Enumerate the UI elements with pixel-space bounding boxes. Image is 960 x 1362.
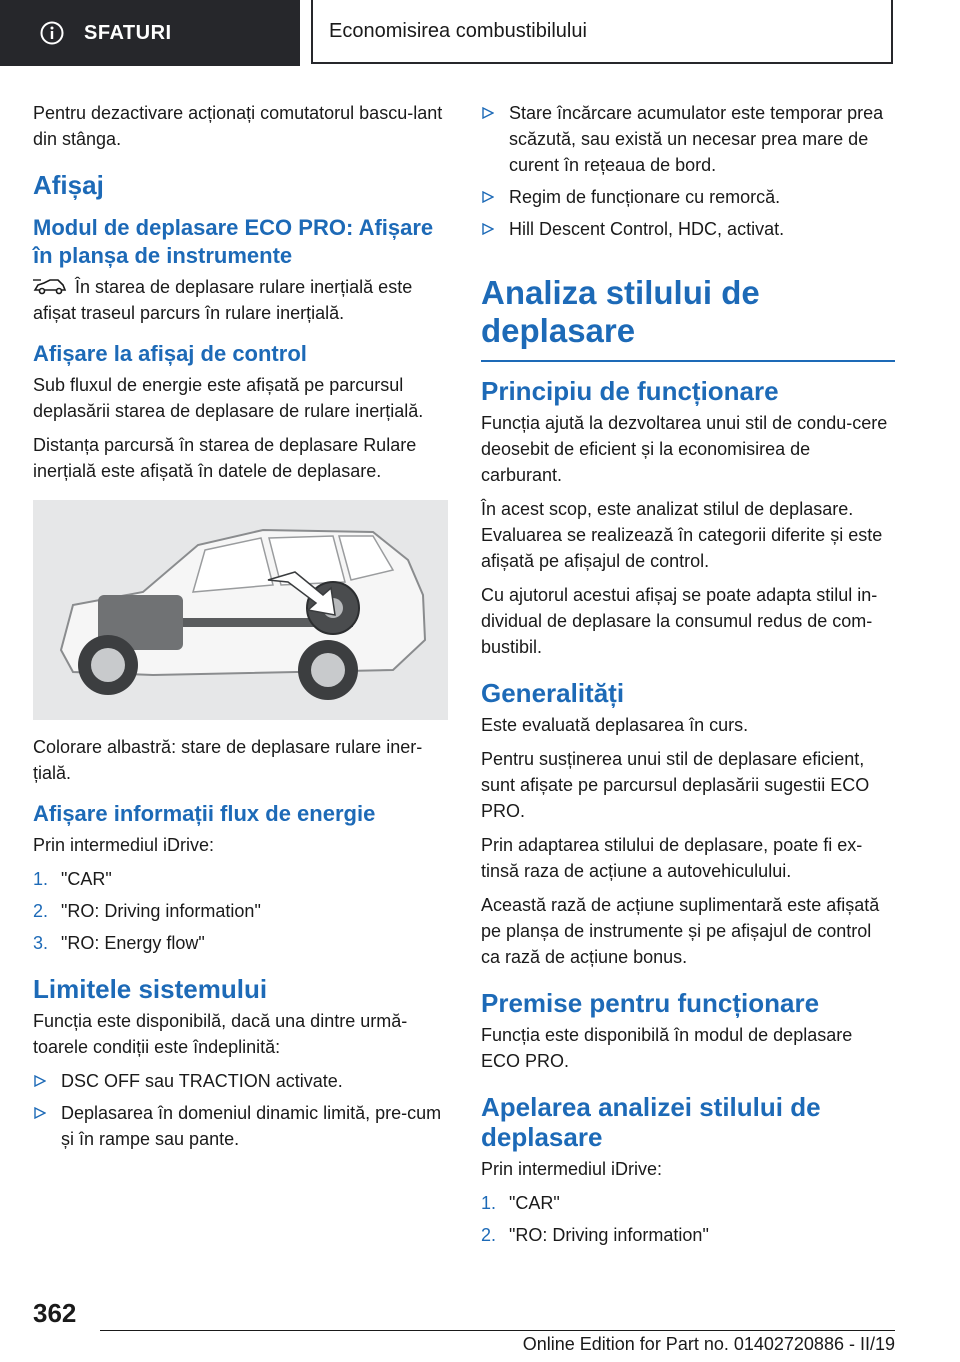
list-item: Regim de funcționare cu remorcă. xyxy=(481,184,895,210)
section-tab xyxy=(0,0,300,66)
page-number: 362 xyxy=(33,1298,77,1328)
apelarea-paragraph: Prin intermediul iDrive: xyxy=(481,1159,663,1179)
triangle-bullet-icon xyxy=(34,1100,46,1126)
chapter-title: Economisirea combustibilului xyxy=(311,0,893,64)
heading-generalitati: Generalități xyxy=(481,678,625,708)
section-label: SFATURI xyxy=(84,21,172,44)
coasting-car-icon xyxy=(33,277,67,295)
general-paragraph-4: Această rază de acțiune suplimentară este afișată pe planșa de instrumente și pe afișajul de control ca rază de acțiune bonus. xyxy=(481,895,880,967)
list-item: DSC OFF sau TRACTION activate. xyxy=(33,1068,448,1094)
triangle-bullet-icon xyxy=(482,216,494,242)
limit-conditions-list-continued xyxy=(481,100,895,242)
general-paragraph-1: Este evaluată deplasarea în curs. xyxy=(481,715,749,735)
list-item: 3. "RO: Energy flow" xyxy=(33,933,205,953)
heading-apelarea: Apelarea analizei stilului de deplasare xyxy=(481,1092,821,1152)
principiu-paragraph-1: Funcția ajută la dezvoltarea unui stil de condu-cere deosebit de eficient și la economisirea de carburant. xyxy=(481,413,888,485)
car-drivetrain-illustration xyxy=(33,500,448,720)
heading-modul-eco-pro: Modul de deplasare ECO PRO: Afișare în planșa de instrumente xyxy=(33,215,434,268)
page-header xyxy=(0,0,960,66)
general-paragraph-3: Prin adaptarea stilului de deplasare, poate fi ex-tinsă raza de acțiune a autovehiculului. xyxy=(481,835,863,881)
triangle-bullet-icon xyxy=(482,100,494,126)
principiu-paragraph-3: Cu ajutorul acestui afișaj se poate adapta stilul in-dividual de deplasare la consumul redus de com-bustibil. xyxy=(481,585,878,657)
edition-note: Online Edition for Part no. 01402720886 - II/19 xyxy=(522,1334,895,1354)
heading-afisare-control: Afișare la afișaj de control xyxy=(33,341,307,366)
list-item: 1. "CAR" xyxy=(481,1193,560,1213)
flux-steps-list xyxy=(33,866,448,956)
general-paragraph-2: Pentru susținerea unui stil de deplasare eficient, sunt afișate pe parcursul deplasării sugestii ECO PRO. xyxy=(481,749,870,821)
intro-paragraph: Pentru dezactivare acționați comutatorul bascu-lant din stânga. xyxy=(33,103,443,149)
heading-afisaj: Afișaj xyxy=(33,170,104,200)
triangle-bullet-icon xyxy=(34,1068,46,1094)
control-paragraph-2: Distanța parcursă în starea de deplasare Rulare inerțială este afișată în datele de deplasare. xyxy=(33,435,417,481)
list-item: 1. "CAR" xyxy=(33,869,112,889)
modul-paragraph xyxy=(33,274,448,326)
footer-rule xyxy=(100,1330,895,1331)
apelarea-steps-list xyxy=(481,1190,895,1248)
list-item: Hill Descent Control, HDC, activat. xyxy=(481,216,895,242)
heading-principiu: Principiu de funcționare xyxy=(481,376,779,406)
heading-analiza-stilului: Analiza stilului de deplasare xyxy=(481,274,760,349)
principiu-paragraph-2: În acest scop, este analizat stilul de deplasare. Evaluarea se realizează în categorii diferite și este afișată pe afișajul de control. xyxy=(481,499,883,571)
list-item: Stare încărcare acumulator este temporar prea scăzută, sau există un necesar prea mare de curent în rețeaua de bord. xyxy=(481,100,895,178)
modul-text: În starea de deplasare rulare inerțială este afișat traseul parcurs în rulare inerțială. xyxy=(33,277,413,323)
triangle-bullet-icon xyxy=(482,184,494,210)
image-caption: Colorare albastră: stare de deplasare rulare iner-țială. xyxy=(33,737,423,783)
list-item: 2. "RO: Driving information" xyxy=(33,901,261,921)
list-item: 2. "RO: Driving information" xyxy=(481,1225,709,1245)
flux-paragraph: Prin intermediul iDrive: xyxy=(33,835,215,855)
heading-flux-energie: Afișare informații flux de energie xyxy=(33,801,376,826)
limit-conditions-list xyxy=(33,1068,448,1152)
info-icon xyxy=(40,21,64,45)
control-paragraph-1: Sub fluxul de energie este afișată pe parcursul deplasării starea de deplasare de rulare inerțială. xyxy=(33,375,424,421)
heading-rule xyxy=(481,360,895,362)
limitele-paragraph: Funcția este disponibilă, dacă una dintre urmă-toarele condiții este îndeplinită: xyxy=(33,1011,408,1057)
list-item: Deplasarea în domeniul dinamic limită, pre-cum și în rampe sau pante. xyxy=(33,1100,448,1152)
heading-limitele-sistemului: Limitele sistemului xyxy=(33,974,268,1004)
heading-premise: Premise pentru funcționare xyxy=(481,988,820,1018)
premise-paragraph: Funcția este disponibilă în modul de deplasare ECO PRO. xyxy=(481,1025,853,1071)
left-column xyxy=(33,100,448,1160)
right-column xyxy=(481,100,895,1256)
